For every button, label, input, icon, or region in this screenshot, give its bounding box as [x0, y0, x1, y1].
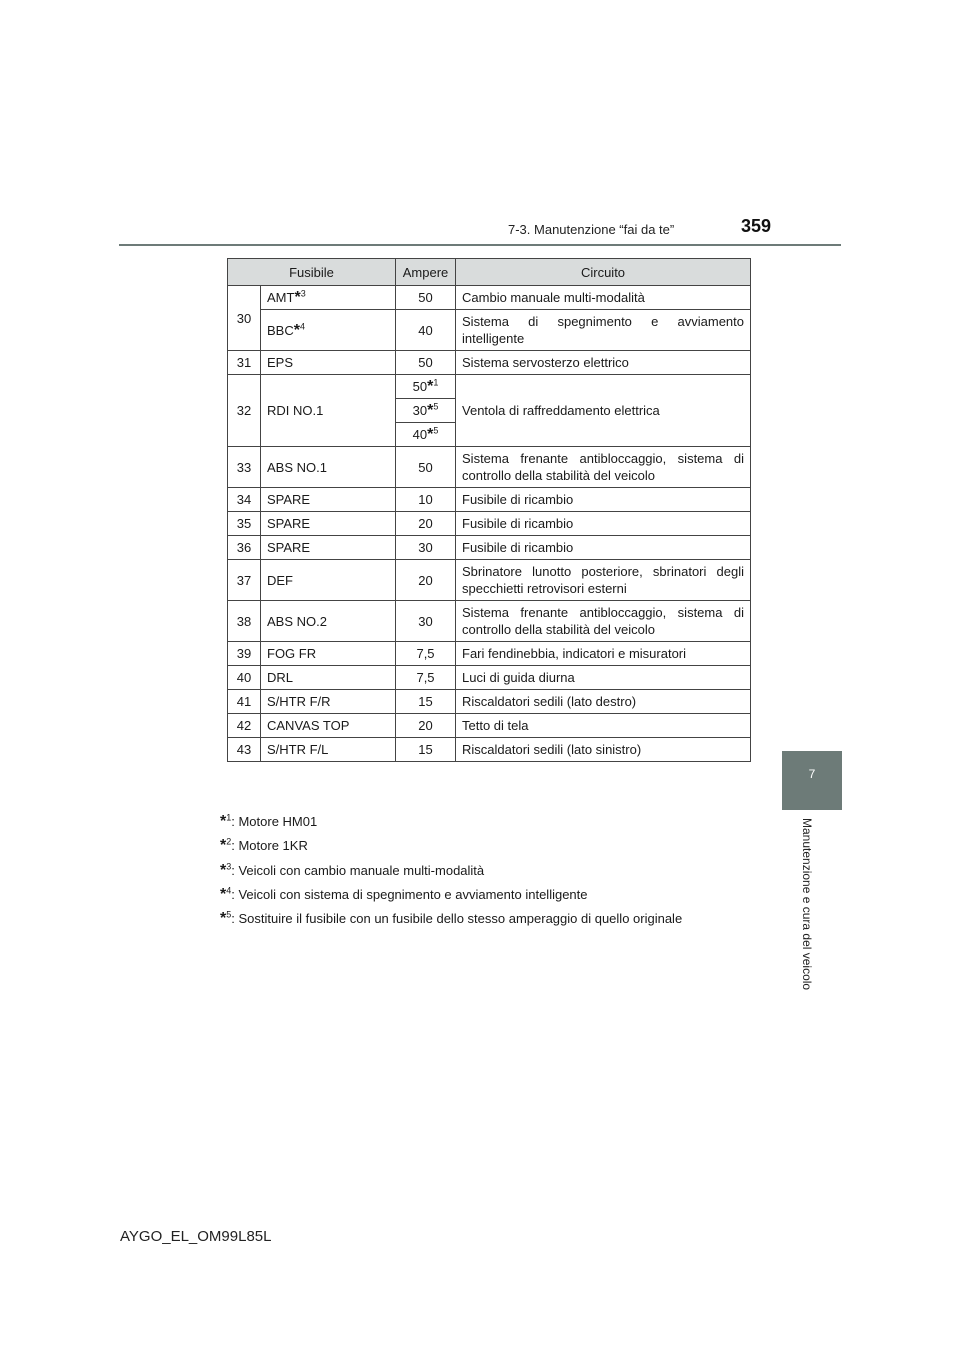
fuse-circuit: Riscaldatori sedili (lato sinistro): [456, 738, 751, 762]
fuse-ampere: 15: [396, 690, 456, 714]
header-divider: [119, 244, 841, 246]
table-row: [228, 560, 751, 601]
footnote: *$^1$: Motore HM01: [220, 812, 318, 830]
fuse-name: ABS NO.1: [261, 447, 396, 488]
fuse-ampere: 50: [396, 351, 456, 375]
fuse-ampere: 20: [396, 714, 456, 738]
fuse-circuit: Fusibile di ricambio: [456, 536, 751, 560]
fuse-name: S/HTR F/R: [261, 690, 396, 714]
footnotes: [220, 814, 682, 935]
fuse-circuit: Sistema servosterzo elettrico: [456, 351, 751, 375]
fuse-name: SPARE: [261, 536, 396, 560]
header-ampere: Ampere: [396, 259, 456, 286]
fuse-number: 43: [228, 738, 261, 762]
header-fusibile: Fusibile: [228, 259, 396, 286]
fuse-name: RDI NO.1: [261, 375, 396, 447]
page-number: 359: [741, 216, 772, 236]
table-row: [228, 488, 751, 512]
fuse-number: 41: [228, 690, 261, 714]
table-row: [228, 666, 751, 690]
fuse-circuit: Sistema frenante antibloccaggio, sistema di controllo della stabilità del veicolo: [456, 601, 751, 642]
fuse-ampere: 15: [396, 738, 456, 762]
fuse-name: SPARE: [261, 512, 396, 536]
fuse-ampere: 10: [396, 488, 456, 512]
fuse-circuit: Fusibile di ricambio: [456, 512, 751, 536]
fuse-ampere: 7,5: [396, 666, 456, 690]
fuse-number: 40: [228, 666, 261, 690]
fuse-number: 38: [228, 601, 261, 642]
fuse-circuit: Sbrinatore lunotto posteriore, sbrinatori degli specchietti retrovisori esterni: [456, 560, 751, 601]
fuse-ampere: 50: [396, 286, 456, 310]
table-row: [228, 536, 751, 560]
fuse-name: AMT*$^3$: [261, 286, 396, 310]
fuse-name: SPARE: [261, 488, 396, 512]
fuse-circuit: Riscaldatori sedili (lato destro): [456, 690, 751, 714]
fuse-circuit: Ventola di raffreddamento elettrica: [456, 375, 751, 447]
fuse-circuit: Luci di guida diurna: [456, 666, 751, 690]
table-row: [228, 351, 751, 375]
table-row: [228, 286, 751, 310]
table-row: [228, 375, 751, 399]
fuse-number: 37: [228, 560, 261, 601]
fuse-ampere: 7,5: [396, 642, 456, 666]
table-row: [228, 601, 751, 642]
fuse-ampere: 30: [396, 601, 456, 642]
fuse-name: DEF: [261, 560, 396, 601]
fuse-ampere: 20: [396, 560, 456, 601]
fuse-circuit: Sistema di spegnimento e avviamento intelligente: [456, 310, 751, 351]
section-title: 7-3. Manutenzione “fai da te”: [508, 222, 675, 237]
fuse-name: FOG FR: [261, 642, 396, 666]
table-row: [228, 738, 751, 762]
fuse-circuit: Cambio manuale multi-modalità: [456, 286, 751, 310]
chapter-tab: [782, 751, 842, 810]
fuse-number: 32: [228, 375, 261, 447]
fuse-name: EPS: [261, 351, 396, 375]
table-row: [228, 642, 751, 666]
fuse-ampere: 50*$^1$: [396, 375, 456, 399]
fuse-number: 33: [228, 447, 261, 488]
table-row: [228, 447, 751, 488]
footnote: *$^3$: Veicoli con cambio manuale multi-modalità: [220, 861, 485, 879]
fuse-number: 35: [228, 512, 261, 536]
fuse-number: 36: [228, 536, 261, 560]
table-header-row: [228, 259, 751, 286]
fuse-circuit: Sistema frenante antibloccaggio, sistema di controllo della stabilità del veicolo: [456, 447, 751, 488]
fuse-number: 34: [228, 488, 261, 512]
fuse-ampere: 40: [396, 310, 456, 351]
fuse-name: CANVAS TOP: [261, 714, 396, 738]
fuse-name: BBC*$^4$: [261, 310, 396, 351]
fuse-circuit: Tetto di tela: [456, 714, 751, 738]
fuse-ampere: 30: [396, 536, 456, 560]
chapter-label: Manutenzione e cura del veicolo: [800, 818, 814, 991]
table-row: [228, 714, 751, 738]
table-row: [228, 690, 751, 714]
fuse-table: [227, 258, 751, 762]
chapter-number: 7: [808, 767, 816, 781]
fuse-number: 31: [228, 351, 261, 375]
document-code: AYGO_EL_OM99L85L: [120, 1228, 272, 1245]
table-row: [228, 512, 751, 536]
fuse-name: ABS NO.2: [261, 601, 396, 642]
fuse-ampere: 50: [396, 447, 456, 488]
fuse-number: 42: [228, 714, 261, 738]
fuse-circuit: Fari fendinebbia, indicatori e misuratori: [456, 642, 751, 666]
fuse-circuit: Fusibile di ricambio: [456, 488, 751, 512]
fuse-number: 30: [228, 286, 261, 351]
footnote: *$^2$: Motore 1KR: [220, 836, 308, 855]
footnote: *$^5$: Sostituire il fusibile con un fusibile dello stesso amperaggio di quello originale: [220, 909, 683, 928]
fuse-ampere: 30*$^5$: [396, 399, 456, 423]
fuse-number: 39: [228, 642, 261, 666]
header-circuito: Circuito: [456, 259, 751, 286]
fuse-name: DRL: [261, 666, 396, 690]
table-row: [228, 310, 751, 351]
fuse-ampere: 40*$^5$: [396, 423, 456, 447]
fuse-ampere: 20: [396, 512, 456, 536]
fuse-name: S/HTR F/L: [261, 738, 396, 762]
footnote: *$^4$: Veicoli con sistema di spegnimento e avviamento intelligente: [220, 885, 588, 903]
